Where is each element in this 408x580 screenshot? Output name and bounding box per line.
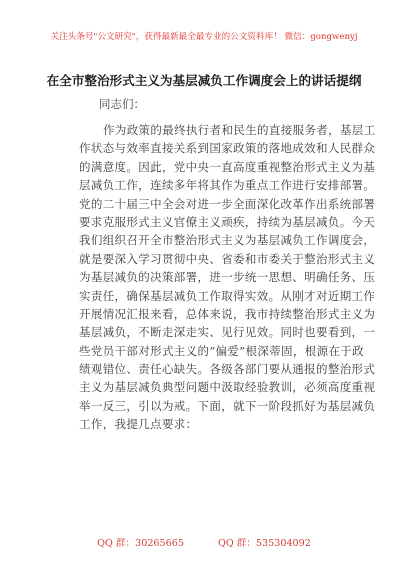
paragraph-line: 党的二十届三中全会对进一步全面深化改革作出系统部署 (79, 196, 376, 211)
promo-banner: 关注头条号"公文研究"，获得最新最全最专业的公文资料库！ 微信：gongwenyj (50, 32, 358, 42)
paragraph-line: 为基层减负的决策部署，进一步统一思想、明确任务、压 (79, 270, 376, 285)
paragraph-line: 作状态与效率直接关系到国家政策的落地成效和人民群众 (79, 141, 376, 156)
paragraph-line: 我们组织召开全市整治形式主义为基层减负工作调度会， (79, 233, 376, 248)
qq-group-2: QQ 群：535304092 (217, 538, 311, 549)
paragraph-line: 工作，我提几点要求： (79, 417, 198, 432)
paragraph-line: 的满意度。因此，党中央一直高度重视整治形式主义为基 (79, 159, 376, 174)
paragraph-line: 实责任，确保基层减负工作取得实效。从刚才对近期工作 (79, 288, 376, 303)
paragraph-line: 开展情况汇报来看，总体来说，我市持续整治形式主义为 (79, 306, 376, 321)
paragraph-line: 就是要深入学习贯彻中央、省委和市委关于整治形式主义 (79, 251, 376, 266)
qq-group-1: QQ 群：30265665 (97, 538, 184, 549)
paragraph-line: 绩观错位、责任心缺失。各级各部门要从通报的整治形式 (79, 362, 376, 377)
paragraph-line: 层减负工作，连续多年将其作为重点工作进行安排部署。 (79, 178, 376, 193)
paragraph-line: 基层减负，不断走深走实、见行见效。同时也要看到，一 (79, 325, 376, 340)
greeting: 同志们： (99, 97, 145, 111)
page-title: 在全市整治形式主义为基层减负工作调度会上的讲话提纲 (46, 73, 362, 88)
paragraph-line: 些党员干部对形式主义的“偏爱”根深蒂固，根源在于政 (79, 343, 365, 358)
paragraph-line: 主义为基层减负典型问题中汲取经验教训，必须高度重视 (79, 380, 376, 395)
footer-contacts (0, 538, 408, 550)
body-paragraph (79, 121, 376, 434)
paragraph-line: 举一反三，引以为戒。下面，就下一阶段抓好为基层减负 (79, 398, 376, 413)
paragraph-line: 要求克服形式主义官僚主义顽疾，持续为基层减负。今天 (79, 214, 376, 229)
paragraph-line: 作为政策的最终执行者和民生的直接服务者，基层工 (103, 123, 376, 137)
